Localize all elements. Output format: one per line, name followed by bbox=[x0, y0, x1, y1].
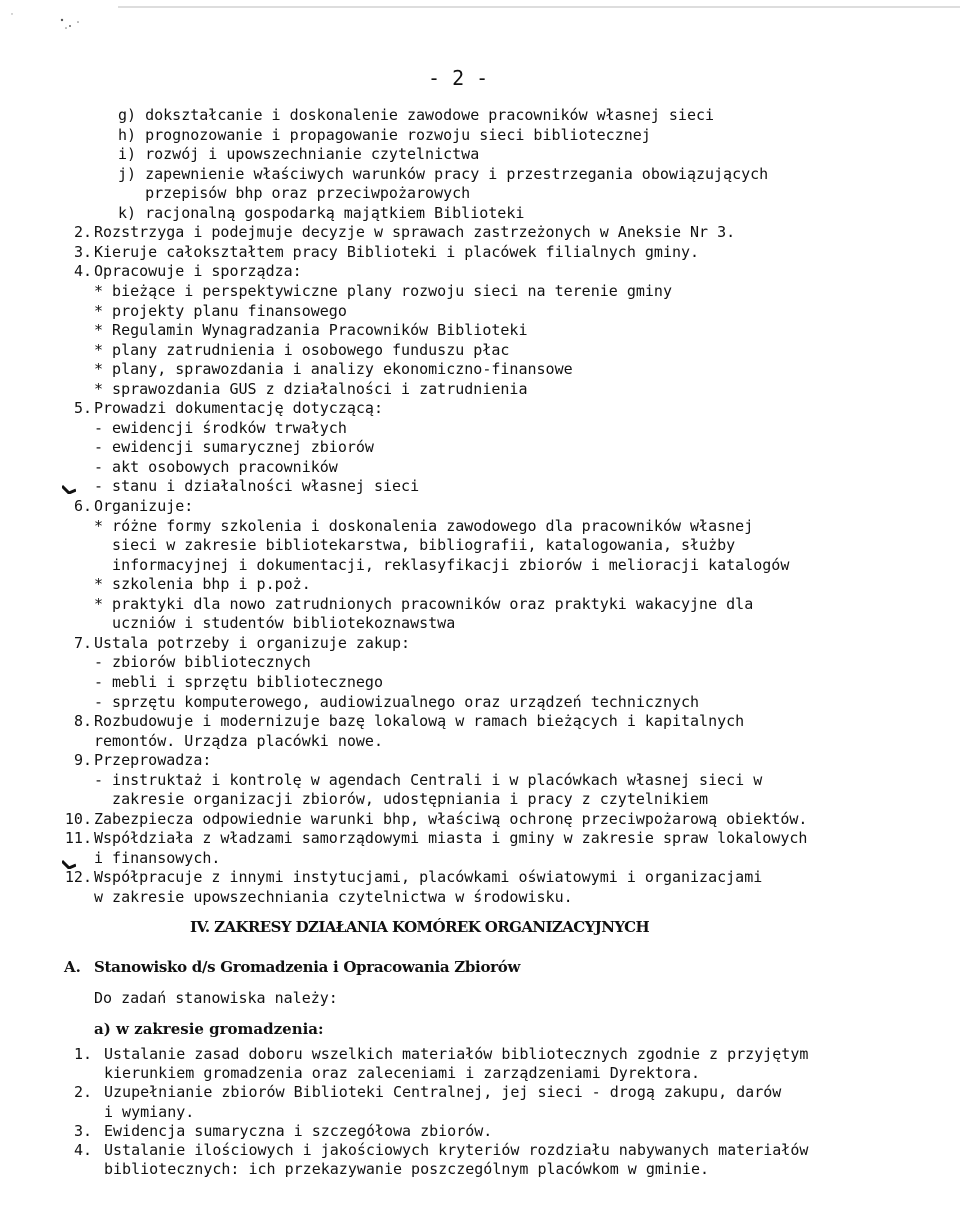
body-line: - stanu i działalności własnej sieci bbox=[94, 477, 420, 495]
body-line: * Regulamin Wynagradzania Pracowników Biblioteki bbox=[94, 321, 528, 339]
body-line: informacyjnej i dokumentacji, reklasyfikacji zbiorów i melioracji katalogów bbox=[94, 556, 790, 574]
body-line: Współpracuje z innymi instytucjami, placówkami oświatowymi i organizacjami bbox=[94, 868, 763, 886]
body-line: k) racjonalną gospodarką majątkiem Biblioteki bbox=[118, 204, 525, 222]
body-line: * plany, sprawozdania i analizy ekonomiczno-finansowe bbox=[94, 360, 573, 378]
item-number: 8. bbox=[73, 712, 92, 730]
task-number: 3. bbox=[73, 1122, 92, 1140]
task-line: bibliotecznych: ich przekazywanie poszczególnym placówkom w gminie. bbox=[104, 1160, 710, 1178]
body-line: Prowadzi dokumentację dotyczącą: bbox=[94, 399, 383, 417]
task-line: Uzupełnianie zbiorów Biblioteki Centralnej, jej sieci - drogą zakupu, darów bbox=[104, 1083, 782, 1101]
task-line: Ewidencja sumaryczna i szczegółowa zbiorów. bbox=[104, 1122, 493, 1140]
body-line: * plany zatrudnienia i osobowego funduszu płac bbox=[94, 341, 510, 359]
body-line: Przeprowadza: bbox=[94, 751, 212, 769]
body-line: i) rozwój i upowszechnianie czytelnictwa bbox=[118, 145, 480, 163]
body-line: * projekty planu finansowego bbox=[94, 302, 347, 320]
body-line: g) dokształcanie i doskonalenie zawodowe pracowników własnej sieci bbox=[118, 106, 715, 124]
subsection-letter: A. bbox=[64, 958, 81, 976]
body-line: Zabezpiecza odpowiednie warunki bhp, właściwą ochronę przeciwpożarową obiektów. bbox=[94, 810, 808, 828]
body-line: Rozbudowuje i modernizuje bazę lokalową w ramach bieżących i kapitalnych bbox=[94, 712, 745, 730]
item-number: 11. bbox=[64, 829, 92, 847]
intro-text: Do zadań stanowiska należy: bbox=[94, 989, 338, 1007]
task-line: Ustalanie ilościowych i jakościowych kryteriów rozdziału nabywanych materiałów bbox=[104, 1141, 809, 1159]
body-line: Rozstrzyga i podejmuje decyzje w sprawach zastrzeżonych w Aneksie Nr 3. bbox=[94, 223, 736, 241]
body-line: * różne formy szkolenia i doskonalenia zawodowego dla pracowników własnej bbox=[94, 517, 754, 535]
body-line: Organizuje: bbox=[94, 497, 194, 515]
task-number: 1. bbox=[73, 1045, 92, 1063]
body-line: Kieruje całokształtem pracy Biblioteki i placówek filialnych gminy. bbox=[94, 243, 700, 261]
item-number: 6. bbox=[73, 497, 92, 515]
body-line: sieci w zakresie bibliotekarstwa, bibliografii, katalogowania, służby bbox=[94, 536, 736, 554]
item-number: 3. bbox=[73, 243, 92, 261]
body-line: * bieżące i perspektywiczne plany rozwoju sieci na terenie gminy bbox=[94, 282, 672, 300]
body-line: h) prognozowanie i propagowanie rozwoju sieci bibliotecznej bbox=[118, 126, 651, 144]
item-number: 5. bbox=[73, 399, 92, 417]
body-line: * sprawozdania GUS z działalności i zatrudnienia bbox=[94, 380, 528, 398]
subheading: a) w zakresie gromadzenia: bbox=[94, 1020, 324, 1038]
item-number: 7. bbox=[73, 634, 92, 652]
body-line: w zakresie upowszechniania czytelnictwa w środowisku. bbox=[94, 888, 573, 906]
item-number: 4. bbox=[73, 262, 92, 280]
body-line: Opracowuje i sporządza: bbox=[94, 262, 302, 280]
body-line: zakresie organizacji zbiorów, udostępniania i pracy z czytelnikiem bbox=[94, 790, 709, 808]
body-line: * szkolenia bhp i p.poż. bbox=[94, 575, 311, 593]
body-line: - mebli i sprzętu bibliotecznego bbox=[94, 673, 383, 691]
body-line: Ustala potrzeby i organizuje zakup: bbox=[94, 634, 411, 652]
body-line: - sprzętu komputerowego, audiowizualnego oraz urządzeń technicznych bbox=[94, 693, 700, 711]
body-line: j) zapewnienie właściwych warunków pracy i przestrzegania obowiązujących bbox=[118, 165, 769, 183]
task-line: Ustalanie zasad doboru wszelkich materiałów bibliotecznych zgodnie z przyjętym bbox=[104, 1045, 809, 1063]
task-line: kierunkiem gromadzenia oraz zaleceniami i zarządzeniami Dyrektora. bbox=[104, 1064, 701, 1082]
item-number: 2. bbox=[73, 223, 92, 241]
margin-check-mark bbox=[62, 859, 76, 869]
task-number: 4. bbox=[73, 1141, 92, 1159]
section-heading: IV. ZAKRESY DZIAŁANIA KOMÓREK ORGANIZACYJNYCH bbox=[190, 918, 650, 936]
task-number: 2. bbox=[73, 1083, 92, 1101]
item-number: 9. bbox=[73, 751, 92, 769]
body-line: - zbiorów bibliotecznych bbox=[94, 653, 311, 671]
body-line: - akt osobowych pracowników bbox=[94, 458, 338, 476]
task-line: i wymiany. bbox=[104, 1103, 195, 1121]
page-number: - 2 - bbox=[428, 66, 489, 90]
body-line: - instruktaż i kontrolę w agendach Centrali i w placówkach własnej sieci w bbox=[94, 771, 763, 789]
body-line: * praktyki dla nowo zatrudnionych pracowników oraz praktyki wakacyjne dla bbox=[94, 595, 754, 613]
top-rule bbox=[118, 6, 960, 8]
item-number: 10. bbox=[64, 810, 92, 828]
body-line: i finansowych. bbox=[94, 849, 221, 867]
body-line: - ewidencji środków trwałych bbox=[94, 419, 347, 437]
body-line: przepisów bhp oraz przeciwpożarowych bbox=[118, 184, 471, 202]
subsection-title: Stanowisko d/s Gromadzenia i Opracowania Zbiorów bbox=[94, 958, 521, 976]
body-line: - ewidencji sumarycznej zbiorów bbox=[94, 438, 374, 456]
body-line: uczniów i studentów bibliotekoznawstwa bbox=[94, 614, 456, 632]
scan-specks bbox=[0, 0, 110, 40]
margin-check-mark bbox=[62, 484, 76, 494]
body-line: Współdziała z władzami samorządowymi miasta i gminy w zakresie spraw lokalowych bbox=[94, 829, 808, 847]
item-number: 12. bbox=[64, 868, 92, 886]
body-line: remontów. Urządza placówki nowe. bbox=[94, 732, 383, 750]
